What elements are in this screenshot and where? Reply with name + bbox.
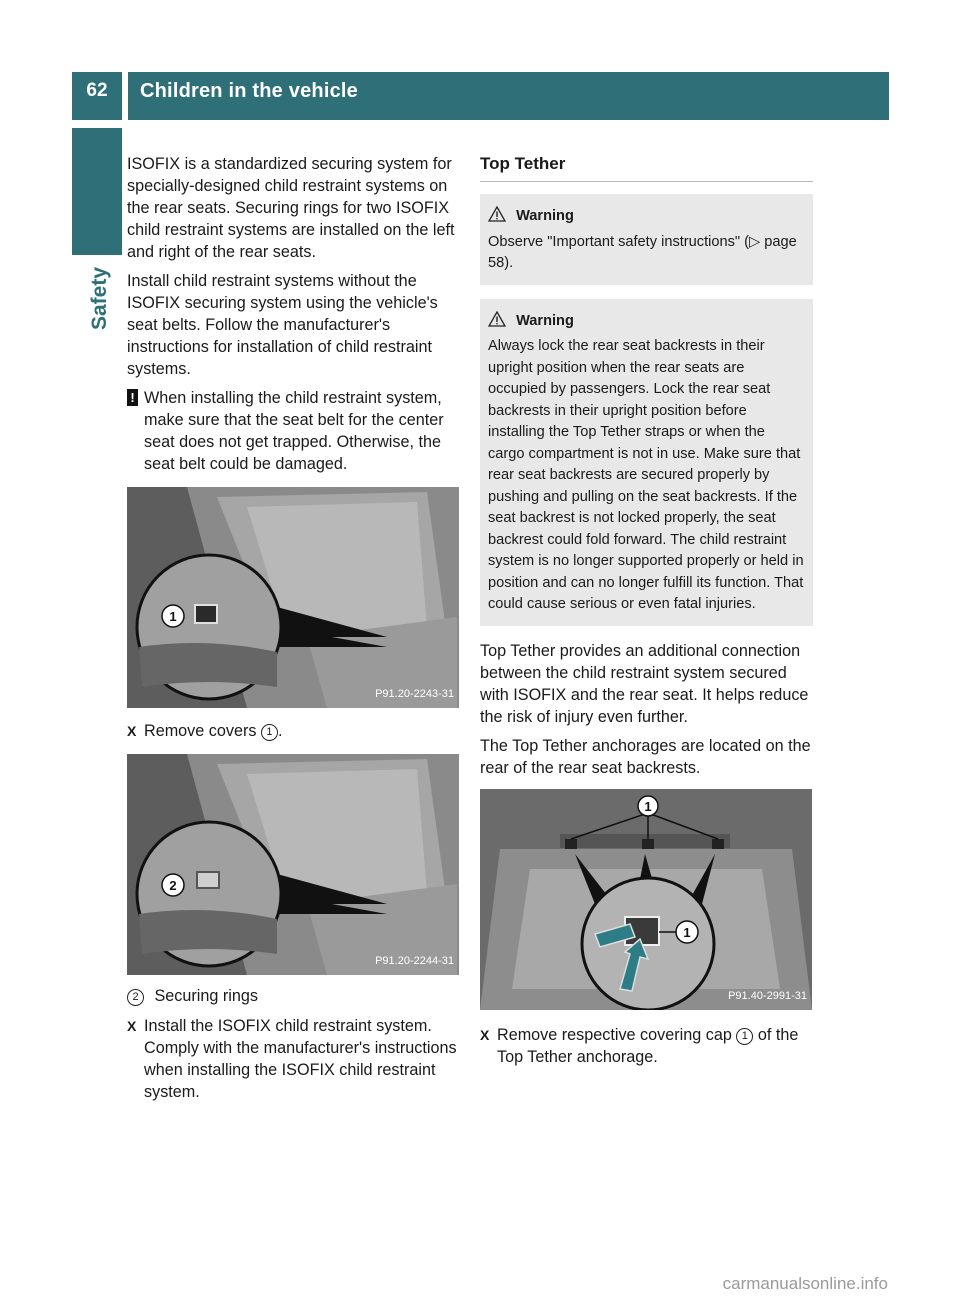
step-arrow-icon: X	[127, 723, 137, 739]
ref-number: 1	[261, 724, 278, 741]
page-number: 62	[86, 80, 108, 101]
photo-isofix-covers	[127, 487, 459, 708]
warning-text: Observe "Important safety instructions" (▷ page 58).	[488, 233, 797, 271]
photo-securing-rings	[127, 754, 459, 975]
callout-top: 1	[644, 798, 652, 814]
step-remove-cap	[480, 1024, 813, 1068]
photo-code: P91.20-2244-31	[375, 955, 454, 967]
seat-illustration-1	[127, 487, 459, 708]
caution-icon: !	[127, 389, 138, 406]
legend-number: 2	[127, 989, 144, 1006]
seat-illustration-2	[127, 754, 459, 975]
warning-box-1	[480, 194, 813, 285]
photo-top-tether	[480, 789, 812, 1010]
warning-box-2	[480, 299, 813, 626]
callout-1: 1	[169, 609, 177, 624]
step-text: Remove covers	[144, 722, 257, 740]
photo-code: P91.40-2991-31	[728, 989, 807, 1002]
footer-watermark: carmanualsonline.info	[722, 1274, 888, 1293]
section-tab	[72, 128, 122, 255]
callout-2: 2	[169, 878, 177, 893]
isofix-intro: ISOFIX is a standardized securing system for specially-designed child restraint systems on the rear seats. Securing rings for two ISOFIX child restraint systems are installed on the left and right of the rear seats.	[127, 155, 455, 261]
legend-text: Securing rings	[154, 987, 258, 1005]
step-text: Install the ISOFIX child restraint system. Comply with the manufacturer's instructions when installing the ISOFIX child restraint system.	[144, 1017, 457, 1101]
step-arrow-icon: X	[480, 1026, 490, 1043]
step-text: Remove respective covering cap	[497, 1025, 732, 1044]
warning-text: Always lock the rear seat backrests in their upright position when the rear seats are occupied by passengers. Lock the rear seat backrests in their upright position before installing the Top Tether straps or when the cargo compartment is not in use. Make sure that rear seat backrests are secured properly by pushing and pulling on the seat backrests. If the seat backrest is not locked properly, the seat backrest could fold forward. The child restraint system is no longer supported properly or held in position and can no longer fulfill its function. That could cause serious or even fatal injuries.	[488, 338, 804, 612]
step-text-tail: of the Top Tether anchorage.	[497, 1025, 799, 1066]
caution-note	[127, 387, 460, 475]
legend-securing-rings	[127, 985, 460, 1007]
top-tether-location: The Top Tether anchorages are located on the rear of the rear seat backrests.	[480, 736, 811, 777]
section-heading: Top Tether	[480, 153, 813, 182]
warning-title: Warning	[516, 312, 574, 329]
callout-inner: 1	[683, 924, 691, 940]
top-tether-description: Top Tether provides an additional connection between the child restraint system secured with ISOFIX and the rear seat. It helps reduce the risk of injury even further.	[480, 641, 809, 726]
photo-code: P91.20-2243-31	[375, 688, 454, 700]
warning-header	[488, 311, 805, 333]
caution-text: When installing the child restraint system, make sure that the seat belt for the center seat does not get trapped. Otherwise, the seat belt could be damaged.	[144, 389, 444, 473]
step-remove-covers: X Remove covers 1 .	[127, 722, 283, 740]
ref-number: 1	[736, 1028, 753, 1045]
warning-triangle-icon	[488, 206, 506, 222]
chapter-title: Children in the vehicle	[140, 80, 358, 102]
step-arrow-icon: X	[127, 1018, 137, 1034]
right-column	[480, 153, 813, 1075]
warning-header	[488, 206, 805, 228]
isofix-alternative: Install child restraint systems without the ISOFIX securing system using the vehicle's seat belts. Follow the manufacturer's instructions for installation of child restraint systems.	[127, 272, 438, 378]
step-install-isofix	[127, 1015, 460, 1103]
warning-title: Warning	[516, 208, 574, 224]
warning-triangle-icon	[488, 311, 506, 327]
cargo-illustration	[480, 789, 812, 1010]
left-column	[127, 153, 460, 1110]
section-label: Safety	[88, 266, 111, 330]
